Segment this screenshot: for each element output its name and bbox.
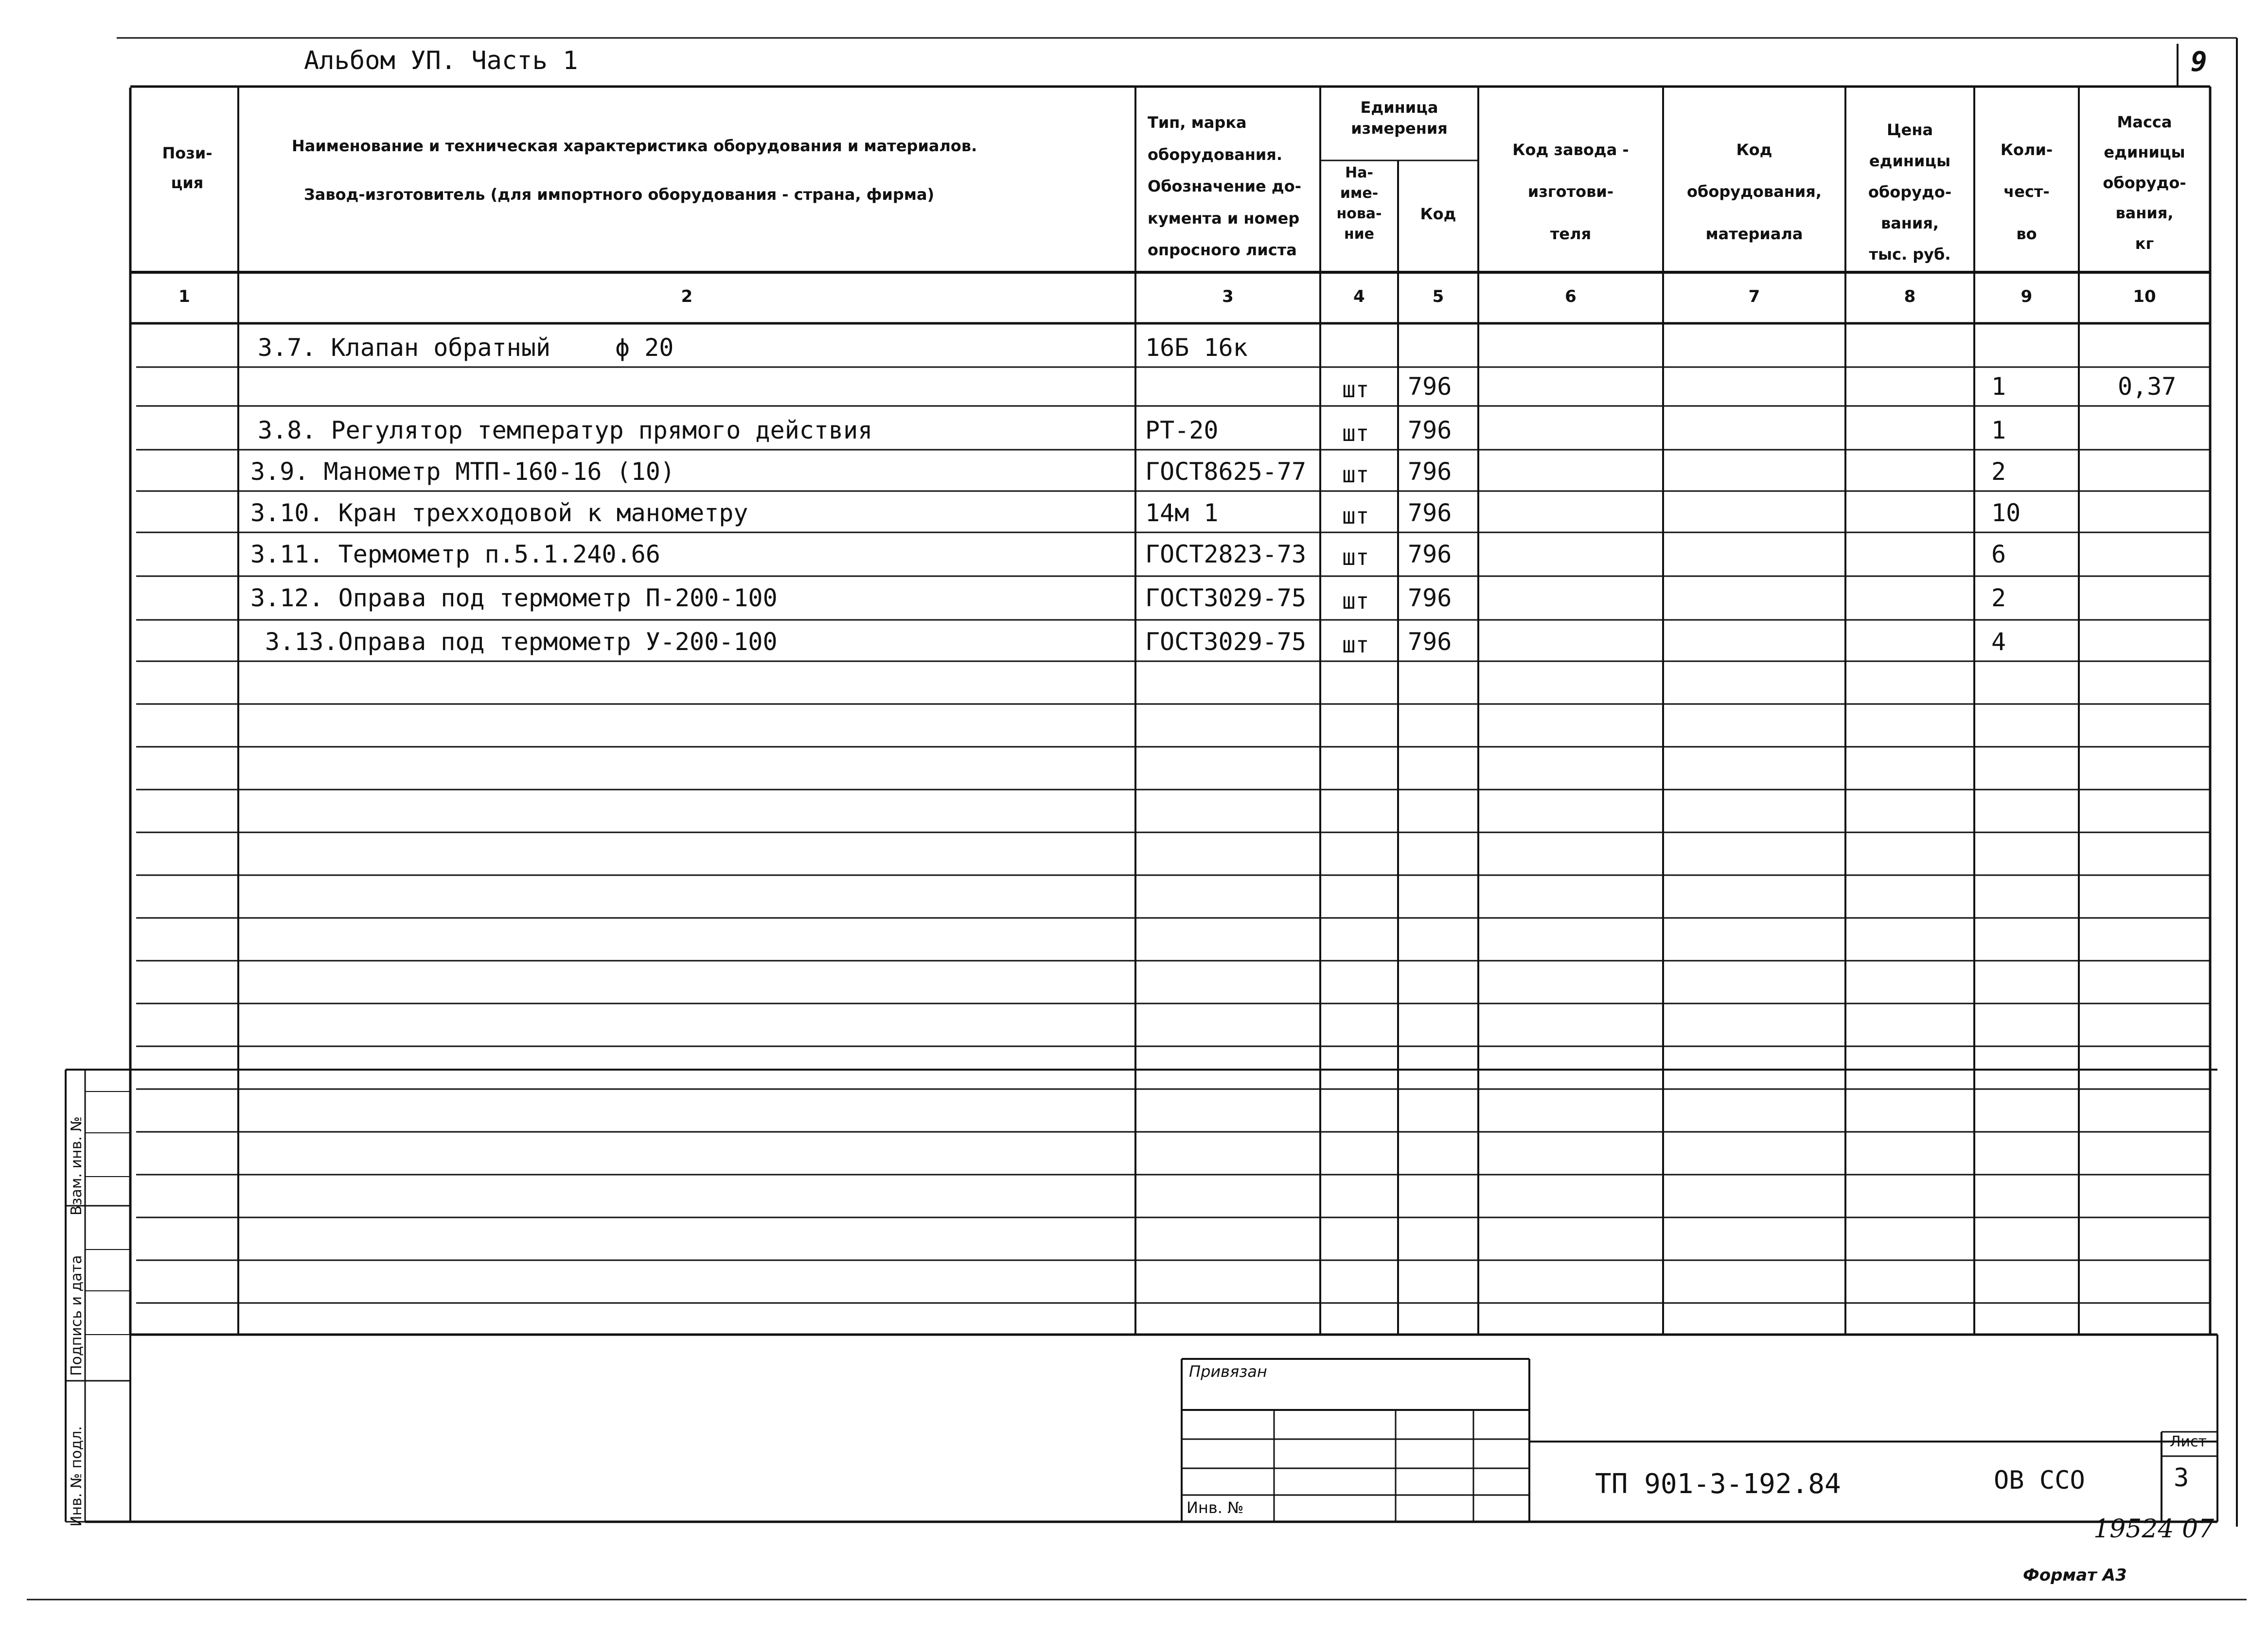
side-label-orig: Инв. № подл. [68, 1426, 85, 1527]
side-label-replace: Взам. инв. № [68, 1116, 85, 1215]
col-header-position: Пози- ция [162, 144, 213, 192]
format-label: Формат А3 [2023, 1566, 2127, 1585]
col-header-price: Цена единицы оборудо- вания, тыс. руб. [1868, 121, 1952, 264]
title-block-inv: Инв. № [1187, 1498, 1244, 1517]
column-number: 8 [1904, 287, 1916, 306]
row-unit: шт [1342, 420, 1369, 446]
row-type: ГОСТ3029-75 [1145, 628, 1307, 656]
col-header-type: Тип, марка оборудования. Обозначение до- кумента и номер опросного листа [1148, 113, 1301, 260]
row-unit: шт [1342, 544, 1369, 570]
row-type: 16Б 16к [1145, 334, 1248, 362]
column-number: 2 [681, 287, 693, 306]
row-code: 796 [1408, 416, 1452, 444]
row-name: 3.12. Оправа под термометр П-200-100 [250, 584, 778, 612]
col-header-factory-code: Код завода - изготови- теля [1512, 141, 1629, 243]
column-number: 9 [2020, 287, 2033, 306]
row-code: 796 [1408, 499, 1452, 527]
title-block-sheet-label: Лист [2170, 1433, 2207, 1450]
column-number: 6 [1565, 287, 1577, 306]
row-unit: шт [1342, 588, 1369, 614]
row-type: ГОСТ2823-73 [1145, 540, 1307, 568]
row-quantity: 1 [1991, 416, 2006, 444]
column-number: 1 [178, 287, 190, 306]
row-code: 796 [1408, 372, 1452, 401]
row-code: 796 [1408, 584, 1452, 612]
row-name: 3.9. Манометр МТП-160-16 (10) [250, 458, 675, 486]
column-number: 4 [1353, 287, 1365, 306]
column-number: 10 [2133, 287, 2156, 306]
row-name: 3.11. Термометр п.5.1.240.66 [250, 540, 660, 568]
row-code: 796 [1408, 628, 1452, 656]
row-quantity: 10 [1991, 499, 2021, 527]
col-header-name-line2: Завод-изготовитель (для импортного оборудования - страна, фирма) [304, 185, 935, 204]
col-header-quantity: Коли- чест- во [2000, 141, 2053, 243]
col-header-unit: Единица измерения [1351, 98, 1448, 138]
row-name: 3.8. Регулятор температур прямого действия [258, 416, 873, 444]
col-header-name-line1: Наименование и техническая характеристика оборудования и материалов. [292, 137, 977, 155]
row-name: 3.10. Кран трехходовой к манометру [250, 499, 748, 527]
row-name-extra: ϕ 20 [615, 334, 674, 362]
album-title: Альбом УП. Часть 1 [304, 46, 578, 75]
row-code: 796 [1408, 540, 1452, 568]
row-quantity: 4 [1991, 628, 2006, 656]
column-number: 5 [1432, 287, 1444, 306]
row-quantity: 1 [1991, 372, 2006, 401]
row-type: 14м 1 [1145, 499, 1219, 527]
col-header-mass: Масса единицы оборудо- вания, кг [2103, 113, 2186, 253]
row-quantity: 6 [1991, 540, 2006, 568]
column-number: 7 [1748, 287, 1760, 306]
row-mass: 0,37 [2118, 372, 2177, 401]
col-header-unit-name: На- име- нова- ние [1336, 164, 1382, 243]
side-label-sign: Подпись и дата [68, 1255, 85, 1376]
page-number: 9 [2191, 46, 2207, 78]
title-block-doc-code: ТП 901-3-192.84 [1595, 1468, 1841, 1500]
title-block-sheet-number: 3 [2174, 1463, 2189, 1493]
row-type: ГОСТ3029-75 [1145, 584, 1307, 612]
row-unit: шт [1342, 632, 1369, 658]
row-type: ГОСТ8625-77 [1145, 458, 1307, 486]
row-type: РТ-20 [1145, 416, 1219, 444]
row-name: 3.7. Клапан обратный [258, 334, 551, 362]
row-name: 3.13.Оправа под термометр У-200-100 [265, 628, 778, 656]
row-unit: шт [1342, 503, 1369, 529]
handwritten-number: 19524 07 [2093, 1514, 2215, 1544]
row-unit: шт [1342, 376, 1369, 403]
col-header-unit-code: Код [1420, 205, 1456, 223]
title-block-section: ОВ ССО [1994, 1466, 2085, 1495]
col-header-equipment-code: Код оборудования, материала [1687, 141, 1822, 243]
row-quantity: 2 [1991, 584, 2006, 612]
column-number: 3 [1222, 287, 1234, 306]
row-quantity: 2 [1991, 458, 2006, 486]
row-code: 796 [1408, 458, 1452, 486]
title-block-linked: Привязан [1189, 1362, 1267, 1381]
row-unit: шт [1342, 461, 1369, 488]
